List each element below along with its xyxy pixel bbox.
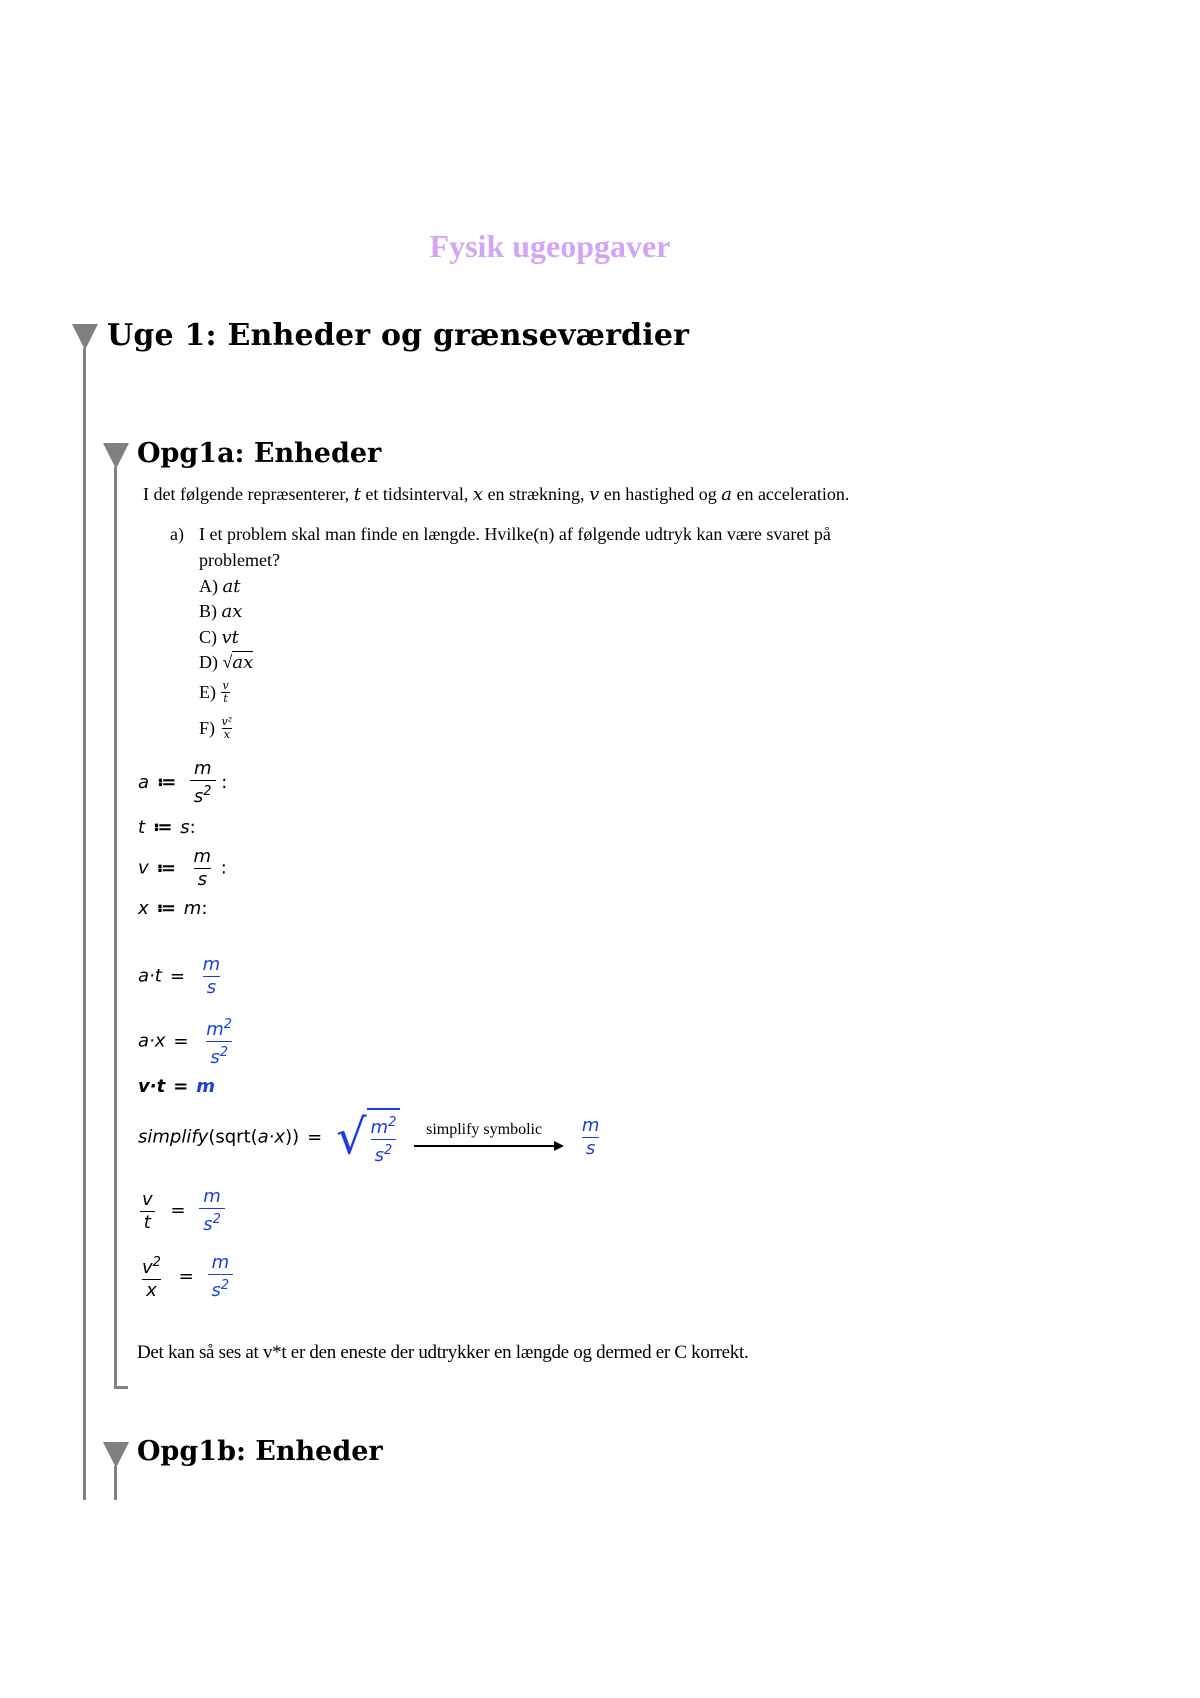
subsection-heading-opg1b: Opg1b: Enheder	[137, 1436, 383, 1467]
calc-v2-over-x[interactable]: $\frac{v^2}{x}$ = $\frac{m}{s^2}$	[138, 1252, 233, 1302]
calc-a-times-t[interactable]: a·t = $\frac{m}{s}$	[138, 954, 224, 999]
result-value: $\frac{m}{s}$	[202, 954, 221, 998]
section-bracket-opg1b	[114, 1466, 117, 1500]
section-heading-uge1: Uge 1: Enheder og grænseværdier	[107, 318, 690, 353]
definition-v[interactable]: v ≔ $\frac{m}{s}$ :	[138, 846, 227, 890]
option-a: A) at	[199, 576, 241, 597]
question-label: a)	[170, 524, 184, 544]
option-f: F) $\frac{\text{v²}}{x}$	[199, 715, 233, 741]
section-toggle-opg1a[interactable]	[103, 443, 129, 469]
option-e: E) $\frac{v}{t}$	[199, 679, 229, 705]
right-arrow-icon	[414, 1139, 564, 1153]
definition-a[interactable]: a ≔ $\frac{m}{s^2}$ :	[138, 758, 228, 807]
section-bracket-opg1a	[114, 467, 117, 1389]
sqrt-icon: √	[335, 1109, 367, 1166]
definition-x[interactable]: x ≔ m:	[138, 898, 208, 919]
intro-text: I det følgende repræsenterer, t et tidsinterval, x en strækning, v en hastighed og a en acceleration.	[143, 484, 850, 505]
section-bracket-opg1a-end	[114, 1386, 128, 1389]
calc-a-times-x[interactable]: a·x = $\frac{m^2}{s^2}$	[138, 1014, 236, 1069]
subsection-heading-opg1a: Opg1a: Enheder	[137, 438, 382, 469]
result-value: m	[196, 1076, 216, 1097]
simplify-arrow: simplify symbolic	[414, 1121, 564, 1155]
calc-v-over-t[interactable]: $\frac{v}{t}$ = $\frac{m}{s^2}$	[138, 1186, 225, 1236]
result-value: $\frac{m}{s^2}$	[208, 1252, 234, 1302]
definition-t[interactable]: t ≔ s:	[138, 817, 196, 838]
document-title: Fysik ugeopgaver	[429, 228, 671, 264]
calc-simplify-sqrt[interactable]: simplify(sqrt(a·x)) = √ $\frac{m^2}{s^2}$ simplify symbolic $\frac{m}{s}$	[138, 1108, 603, 1167]
section-toggle-uge1[interactable]	[72, 324, 98, 350]
result-value: $\frac{m^2}{s^2}$	[206, 1017, 233, 1068]
calc-v-times-t[interactable]: v·t = m	[138, 1076, 216, 1097]
sqrt-icon: √	[222, 652, 233, 672]
result-value: $\frac{m}{s}$	[581, 1115, 600, 1159]
question-text-line1: I et problem skal man finde en længde. Hvilke(n) af følgende udtryk kan være svaret på	[199, 524, 831, 544]
result-value: $\frac{m}{s^2}$	[199, 1186, 225, 1236]
section-bracket-uge1	[83, 348, 86, 1500]
option-b: B) ax	[199, 601, 243, 622]
conclusion-text: Det kan så ses at v*t er den eneste der udtrykker en længde og dermed er C korrekt.	[137, 1342, 749, 1363]
question-text-line2: problemet?	[199, 550, 280, 570]
section-toggle-opg1b[interactable]	[103, 1442, 129, 1468]
option-c: C) vt	[199, 627, 239, 648]
option-d: D) √ax	[199, 652, 254, 673]
